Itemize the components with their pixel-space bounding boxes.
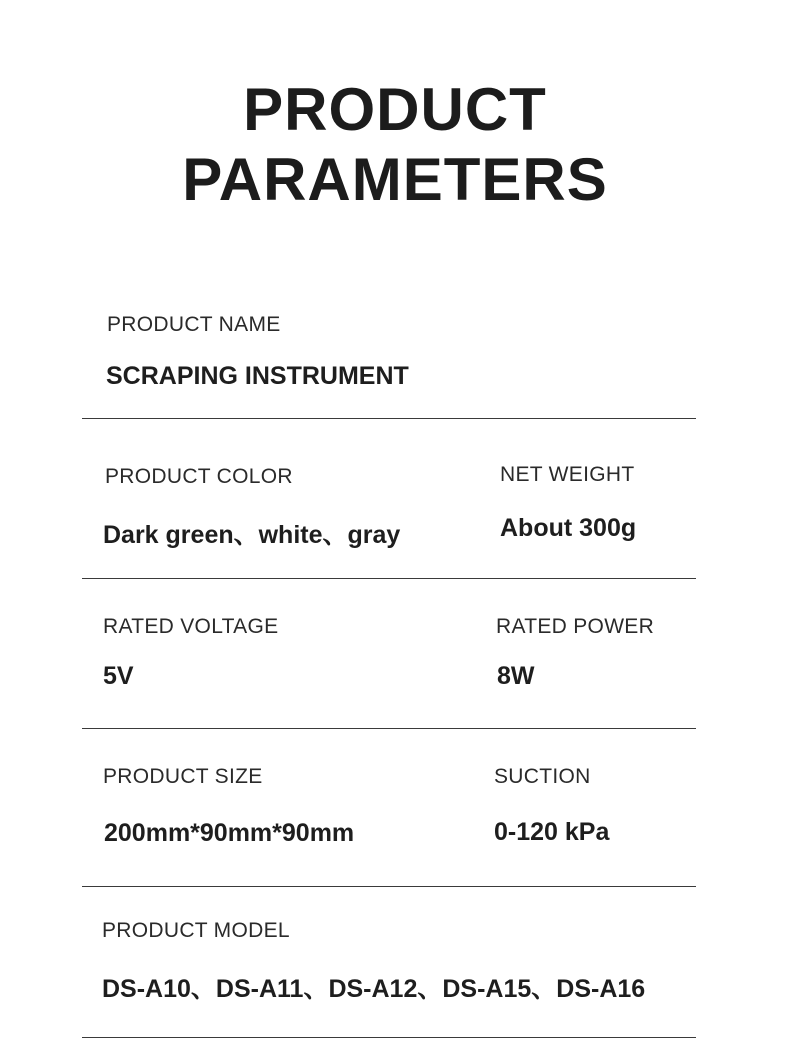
rated-power-label: RATED POWER xyxy=(496,615,655,638)
divider xyxy=(82,886,696,887)
divider xyxy=(82,418,696,419)
page-title-line-2: PARAMETERS xyxy=(182,146,608,213)
net-weight-label: NET WEIGHT xyxy=(500,463,635,486)
page-title-line-1: PRODUCT xyxy=(243,76,547,143)
product-color-label: PRODUCT COLOR xyxy=(105,465,293,488)
product-size-label: PRODUCT SIZE xyxy=(103,765,263,788)
product-model-label: PRODUCT MODEL xyxy=(102,919,290,942)
rated-power-value: 8W xyxy=(497,662,535,690)
product-name-label: PRODUCT NAME xyxy=(107,313,281,336)
product-size-value: 200mm*90mm*90mm xyxy=(104,819,355,847)
rated-voltage-value: 5V xyxy=(103,662,134,690)
suction-value: 0-120 kPa xyxy=(494,818,610,846)
product-color-value: Dark green、white、gray xyxy=(103,521,401,549)
net-weight-value: About 300g xyxy=(500,514,637,542)
divider xyxy=(82,578,696,579)
product-name-value: SCRAPING INSTRUMENT xyxy=(106,362,409,390)
rated-voltage-label: RATED VOLTAGE xyxy=(103,615,279,638)
divider xyxy=(82,1037,696,1038)
suction-label: SUCTION xyxy=(494,765,591,788)
product-model-value: DS-A10、DS-A11、DS-A12、DS-A15、DS-A16 xyxy=(102,975,646,1003)
divider xyxy=(82,728,696,729)
